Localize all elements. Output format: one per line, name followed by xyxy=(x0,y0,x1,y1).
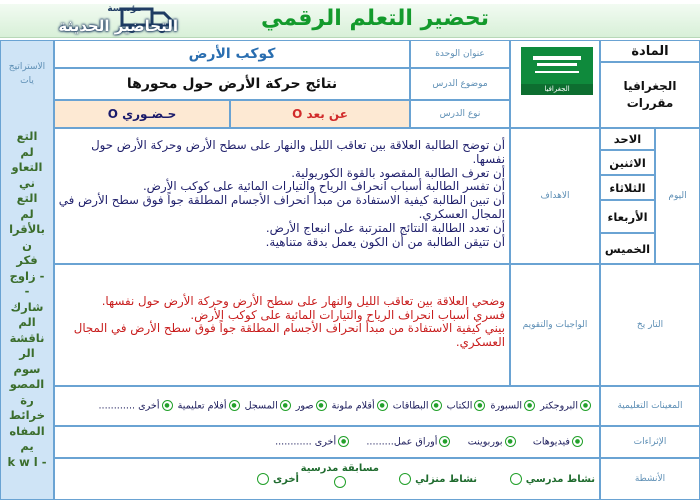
resource-option: البروجكتر xyxy=(540,400,578,412)
enrichment-option: أخرى ............ xyxy=(275,436,337,448)
radio-icon[interactable] xyxy=(334,476,346,488)
lesson-label: موضوع الدرس xyxy=(410,68,510,100)
radio-icon[interactable]: ● xyxy=(280,400,291,411)
brand-logo xyxy=(4,3,180,37)
enrichment-cell xyxy=(54,426,600,458)
objective-item: أن تعرف الطالبة المقصود بالقوة الكوريولية. xyxy=(291,165,505,180)
radio-icon[interactable]: ● xyxy=(572,436,583,447)
subject-value: الجغرافيا مقررات xyxy=(600,62,700,128)
activity-option[interactable] xyxy=(399,473,477,485)
day-thursday: الخميس xyxy=(600,233,655,264)
strategy-line: k w l - xyxy=(7,454,47,469)
strategy-line: الر xyxy=(19,346,35,360)
subject-label: المادة xyxy=(600,40,700,62)
subject-flag-cell xyxy=(510,40,600,128)
objective-item: أن تتيقن الطالبة من أن الكون يعمل بدقة متناهية. xyxy=(265,234,505,249)
day-monday: الاثنين xyxy=(600,150,655,175)
strategies-column xyxy=(0,40,54,500)
strategy-line: التعاو xyxy=(11,160,43,174)
resource-option: البطاقات xyxy=(392,400,429,412)
activity-option[interactable] xyxy=(301,463,379,488)
homework-item: بيني كيفية الاستفادة من مبدأ انحراف الأجسام المطلقة جواً فوق سطح الأرض في المجال العسكري. xyxy=(73,321,505,349)
radio-icon[interactable]: ● xyxy=(377,400,388,411)
enrichment-label: الإثراءات xyxy=(600,426,700,458)
enrichment-option: فيديوهات xyxy=(532,436,570,448)
day-tuesday: الثلاثاء xyxy=(600,175,655,200)
strategies-list xyxy=(1,129,53,470)
strategy-line: ن xyxy=(22,237,32,252)
activity-label: نشاط منزلي xyxy=(415,473,477,485)
strategy-line: رة xyxy=(20,392,34,407)
homework-label: الواجبات والتقويم xyxy=(510,264,600,386)
objectives-label: الاهداف xyxy=(510,128,600,264)
lesson-type-label: نوع الدرس xyxy=(410,100,510,128)
radio-icon[interactable]: ● xyxy=(431,400,442,411)
enrichment-option: بوربوينت xyxy=(467,436,503,448)
day-wednesday: الأربعاء xyxy=(600,200,655,233)
strategy-line: بالأقرا xyxy=(9,222,45,236)
strategy-line: ني xyxy=(19,175,35,190)
page-title: تحضير التعلم الرقمي xyxy=(260,6,490,31)
activity-option[interactable] xyxy=(510,473,595,485)
radio-icon[interactable]: ● xyxy=(229,400,240,411)
strategy-line: التع xyxy=(16,191,38,205)
resource-option: صور xyxy=(295,400,314,412)
strategy-line: لم xyxy=(20,206,34,221)
radio-icon[interactable]: ● xyxy=(474,400,485,411)
strategy-line: خرائط xyxy=(8,408,46,422)
strategy-line: التع xyxy=(16,129,38,143)
strategies-label: الاستراتيج يات xyxy=(8,62,46,86)
resource-option: المسجل xyxy=(244,400,278,412)
strategy-line: يم xyxy=(20,439,34,453)
radio-icon[interactable] xyxy=(399,473,411,485)
resource-option: أخرى ............ xyxy=(98,400,160,412)
radio-icon[interactable]: ● xyxy=(338,436,349,447)
day-label: اليوم xyxy=(655,128,700,264)
homework-item: فسري أسباب انحراف الرياح والتيارات المائية على كوكب الأرض. xyxy=(190,307,505,322)
logo-main-text: التحاضير الحديثة xyxy=(58,17,178,35)
radio-icon[interactable]: ● xyxy=(580,400,591,411)
resources-list xyxy=(59,400,593,412)
strategy-line: المفاه xyxy=(9,423,45,438)
resources-cell xyxy=(54,386,600,426)
strategy-line: شارك xyxy=(10,299,44,314)
lesson-value: نتائج حركة الأرض حول محورها xyxy=(54,68,410,100)
objectives-list xyxy=(57,139,505,249)
lesson-plan-table xyxy=(0,40,700,500)
strategy-line: - xyxy=(24,284,30,298)
radio-icon[interactable]: ● xyxy=(524,400,535,411)
activity-option[interactable] xyxy=(257,473,299,485)
strategy-line: ناقشة xyxy=(9,330,45,345)
radio-icon[interactable]: ● xyxy=(316,400,327,411)
strategy-line: فكر xyxy=(16,253,38,267)
homework-list xyxy=(57,295,505,349)
enrichment-option: أوراق عمل......... xyxy=(366,436,438,448)
activity-label: أخرى xyxy=(272,473,299,485)
resources-label: المعينات التعليمية xyxy=(600,386,700,426)
activity-label: نشاط مدرسي xyxy=(525,473,595,485)
lesson-type-remote-option[interactable]: عن بعد O xyxy=(230,100,410,128)
objective-item: أن تفسر الطالبة أسباب انحراف الرياح والتيارات المائية على كوكب الأرض. xyxy=(142,179,505,194)
resource-option: أقلام ملونة xyxy=(331,400,375,412)
radio-icon[interactable] xyxy=(257,473,269,485)
resource-option: الكتاب xyxy=(446,400,473,412)
lesson-type-inperson-option[interactable]: حـضـوري O xyxy=(54,100,230,128)
resource-option: السبورة xyxy=(490,400,523,412)
homework-item: وضحي العلاقة بين تعاقب الليل والنهار على سطح الأرض وحركة الأرض حول نفسها. xyxy=(101,294,505,308)
radio-icon[interactable]: ● xyxy=(505,436,516,447)
strategy-line: المصو xyxy=(9,377,45,391)
resource-option: أفلام تعليمية xyxy=(177,400,227,412)
strategy-line: الم xyxy=(18,315,36,329)
activity-label: مسابقة مدرسية xyxy=(300,463,379,474)
activities-label: الأنشطة xyxy=(600,458,700,500)
radio-icon[interactable]: ● xyxy=(439,436,450,447)
radio-icon[interactable]: ● xyxy=(162,400,173,411)
radio-icon[interactable] xyxy=(510,473,522,485)
objective-item: أن تعدد الطالبة النتائج المترتبة على انبعاج الأرض. xyxy=(265,220,505,235)
strategy-line: سوم xyxy=(13,361,41,376)
strategy-line: - زاوج xyxy=(9,268,45,283)
date-label: التار يخ xyxy=(600,264,700,386)
flag-caption: الجغرافيا xyxy=(521,84,593,95)
strategy-line: لم xyxy=(20,144,34,159)
homework-cell xyxy=(54,264,510,386)
objective-item: أن توضح الطالبة العلاقة بين تعاقب الليل والنهار على سطح الأرض وحركة الأرض حول نفسها. xyxy=(91,138,505,166)
unit-value: كوكب الأرض xyxy=(54,40,410,68)
unit-label: عنوان الوحدة xyxy=(410,40,510,68)
enrichment-list xyxy=(59,436,585,448)
objectives-cell xyxy=(54,128,510,264)
activities-cell xyxy=(54,458,600,500)
page-header xyxy=(0,0,700,42)
day-sunday: الاحد xyxy=(600,128,655,150)
saudi-flag-image xyxy=(521,47,593,95)
objective-item: أن تبين الطالبة كيفية الاستفادة من مبدأ انحراف الأجسام المطلقة جواً فوق سطح الأرض في المجال العسكري. xyxy=(58,193,505,221)
flag-emblem-icon xyxy=(521,47,593,84)
logo-top-text: مؤسسة xyxy=(107,4,142,14)
